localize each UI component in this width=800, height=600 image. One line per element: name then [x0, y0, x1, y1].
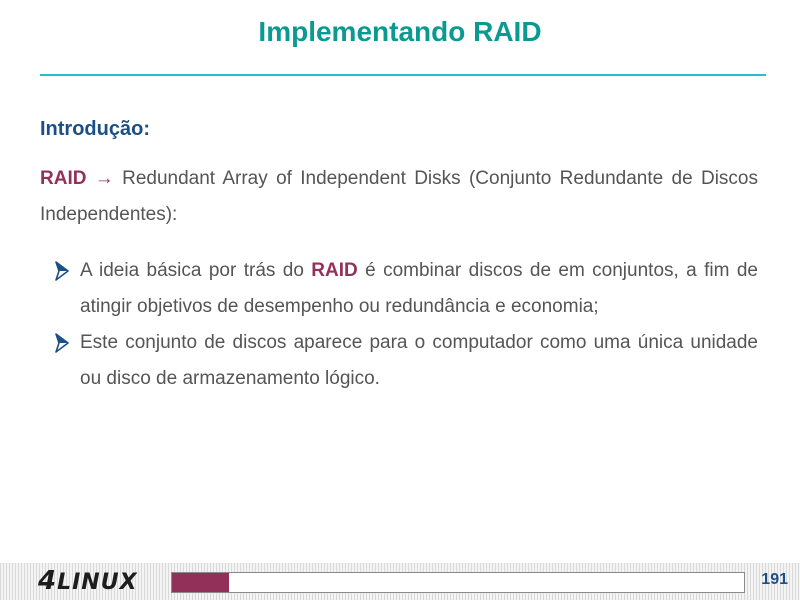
- page-number: 191: [761, 571, 788, 588]
- bullet-text-before: A ideia básica por trás do: [80, 260, 312, 281]
- bullet-keyword: RAID: [311, 260, 358, 281]
- intro-text: Redundant Array of Independent Disks (Conjunto Redundante de Discos Independentes):: [40, 168, 759, 225]
- slide-title: Implementando RAID: [258, 16, 542, 47]
- footer-progress-bar: [171, 572, 745, 593]
- slide-content: [40, 118, 758, 397]
- footer-progress-fill: [172, 573, 229, 592]
- bullet-text: Este conjunto de discos aparece para o computador como uma única unidade ou disco de armazenamento lógico.: [80, 332, 758, 389]
- arrowhead-bullet-icon: [54, 333, 70, 353]
- arrowhead-bullet-icon: [54, 261, 70, 281]
- intro-paragraph: [40, 161, 758, 233]
- intro-keyword: RAID: [40, 168, 87, 189]
- section-heading: Introdução:: [40, 118, 150, 140]
- title-divider: [40, 74, 766, 76]
- bullet-text-after: é combinar discos de em conjuntos, a fim de atingir objetivos de desempenho ou redundância e economia;: [80, 260, 758, 317]
- right-arrow-icon: →: [94, 168, 114, 189]
- list-item: [40, 253, 758, 325]
- list-item: [40, 325, 758, 397]
- 4linux-logo: 4LINUX: [38, 566, 138, 596]
- bullet-list: [40, 253, 758, 397]
- slide-footer: [0, 563, 800, 600]
